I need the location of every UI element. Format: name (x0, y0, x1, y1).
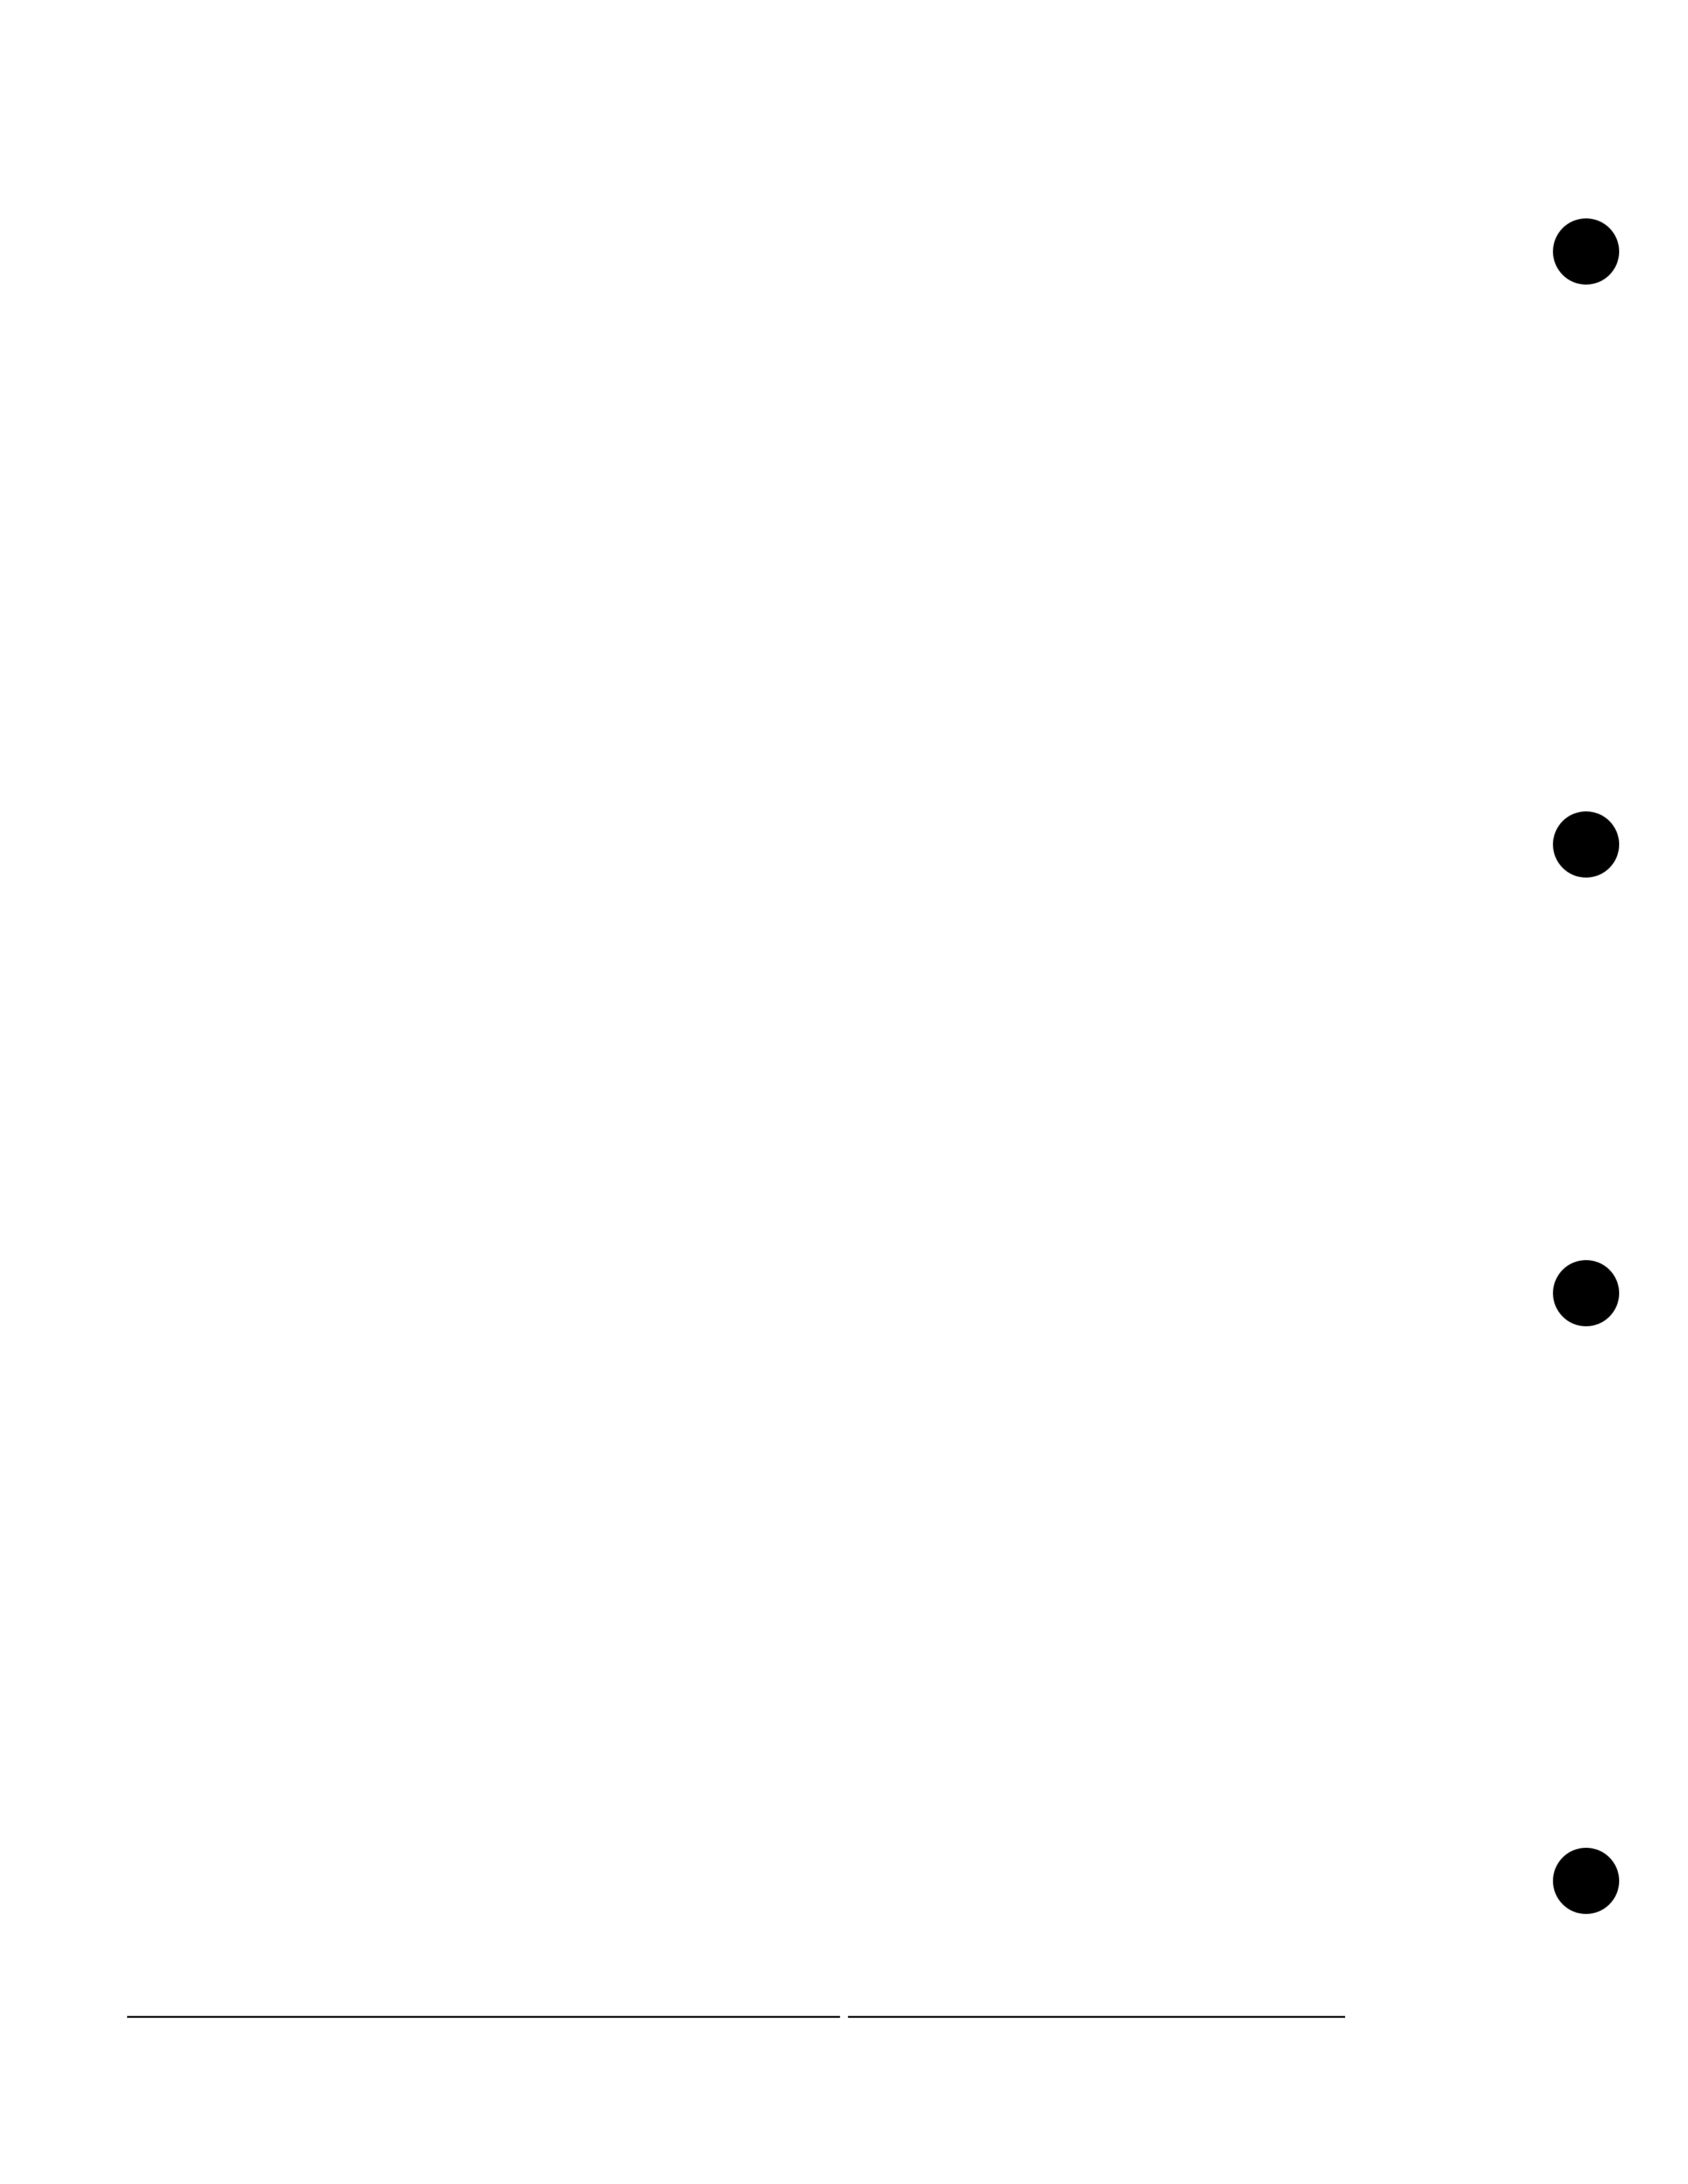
binder-hole-3 (1553, 1260, 1619, 1326)
copyright-text (840, 2003, 848, 2024)
binder-hole-2 (1553, 811, 1619, 878)
binder-hole-4 (1553, 1848, 1619, 1914)
footer-copyright (0, 2003, 1688, 2025)
binder-hole-1 (1553, 218, 1619, 285)
